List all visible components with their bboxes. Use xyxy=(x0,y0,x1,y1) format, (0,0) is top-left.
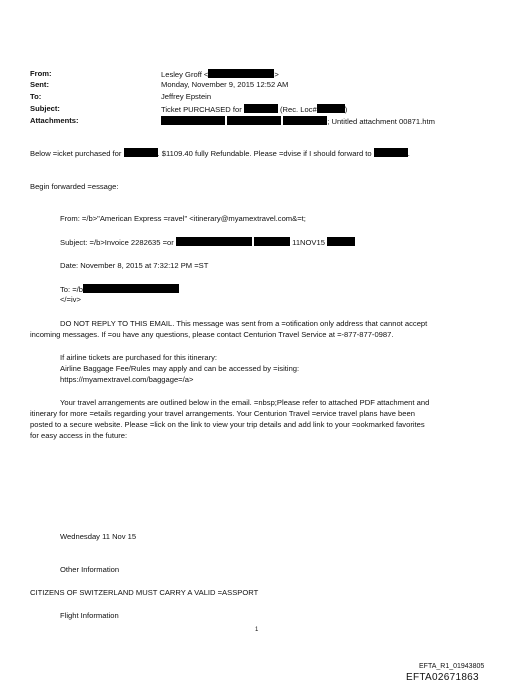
efta-stamp-small: EFTA_R1_01943805 xyxy=(419,663,485,670)
redaction-box xyxy=(283,116,327,125)
redaction-box xyxy=(176,237,252,246)
from-value-prefix: Lesley Groff < xyxy=(161,70,209,79)
day-heading: Wednesday 11 Nov 15 xyxy=(60,532,137,541)
redaction-box xyxy=(208,69,274,78)
fwd-subject-prefix: Subject: =/b>Invoice 2282635 =or xyxy=(60,238,174,247)
travel-line-2: itinerary for more =etails regarding your travel arrangements. Your Centurion Travel =ervice travel plans have been xyxy=(30,409,415,418)
ticket-line-suffix: . xyxy=(407,149,410,158)
attachment-link[interactable]: ; Untitled attachment 00871.htm xyxy=(327,117,435,126)
baggage-line-1: If airline tickets are purchased for this itinerary: xyxy=(60,353,218,362)
noreply-line-2: incoming messages. If =ou have any questions, please contact Centurion Travel Service at =-877-877-0987. xyxy=(30,330,394,339)
baggage-link[interactable]: https://myamextravel.com/baggage=/a> xyxy=(60,375,194,384)
attachments-value xyxy=(161,116,435,126)
fwd-to-text: To: =/b xyxy=(60,285,84,294)
from-value xyxy=(161,69,279,79)
redaction-box xyxy=(374,148,408,157)
fwd-iv-line: </=iv> xyxy=(60,295,81,304)
redaction-box xyxy=(317,104,345,113)
redaction-box xyxy=(124,148,158,157)
noreply-line-1: DO NOT REPLY TO THIS EMAIL. This message was sent from a =otification only address that cannot accept xyxy=(60,319,428,328)
travel-line-3: posted to a secure website. Please =lick on the link to view your trip details and add link to your =ookmarked favorites xyxy=(30,420,425,429)
sent-value: Monday, November 9, 2015 12:52 AM xyxy=(161,80,289,89)
redaction-box xyxy=(244,104,278,113)
fwd-to-line xyxy=(60,284,179,294)
travel-line-1: Your travel arrangements are outlined below in the email. =nbsp;Please refer to attached PDF attachment and xyxy=(60,398,430,407)
subject-suffix: ) xyxy=(344,105,348,114)
fwd-subject-date: 11NOV15 xyxy=(292,238,325,247)
subject-value xyxy=(161,104,347,114)
redaction-box xyxy=(161,116,225,125)
page-number: 1 xyxy=(255,627,259,633)
subject-prefix: Ticket PURCHASED for xyxy=(161,105,242,114)
fwd-date-line: Date: November 8, 2015 at 7:32:12 PM =ST xyxy=(60,261,209,270)
to-value: Jeffrey Epstein xyxy=(161,92,212,101)
fwd-from-line: From: =/b>"American Express =ravel" <itinerary@myamextravel.com&=t; xyxy=(60,214,306,223)
forwarded-heading: Begin forwarded =essage: xyxy=(30,182,119,191)
from-label: From: xyxy=(30,69,52,78)
ticket-line-mid: . $1109.40 fully Refundable. Please =dvise if I should forward to xyxy=(157,149,372,158)
redaction-box xyxy=(83,284,179,293)
redaction-box xyxy=(327,237,355,246)
ticket-line-prefix: Below =icket purchased for xyxy=(30,149,122,158)
subject-mid: (Rec. Loc# xyxy=(279,105,317,114)
travel-line-4: for easy access in the future: xyxy=(30,431,128,440)
ticket-line xyxy=(30,148,410,158)
flight-info-heading: Flight Information xyxy=(60,611,119,620)
fwd-subject-line xyxy=(60,237,355,247)
attachments-label: Attachments: xyxy=(30,116,79,125)
baggage-line-2: Airline Baggage Fee/Rules may apply and can be accessed by =isiting: xyxy=(60,364,300,373)
from-value-suffix: > xyxy=(274,70,279,79)
efta-stamp-large: EFTA02671863 xyxy=(406,672,479,683)
sent-label: Sent: xyxy=(30,80,49,89)
subject-label: Subject: xyxy=(30,104,60,113)
redaction-box xyxy=(254,237,290,246)
other-info-heading: Other Information xyxy=(60,565,120,574)
swiss-notice: CITIZENS OF SWITZERLAND MUST CARRY A VALID =ASSPORT xyxy=(30,588,259,597)
redaction-box xyxy=(227,116,281,125)
to-label: To: xyxy=(30,92,42,101)
